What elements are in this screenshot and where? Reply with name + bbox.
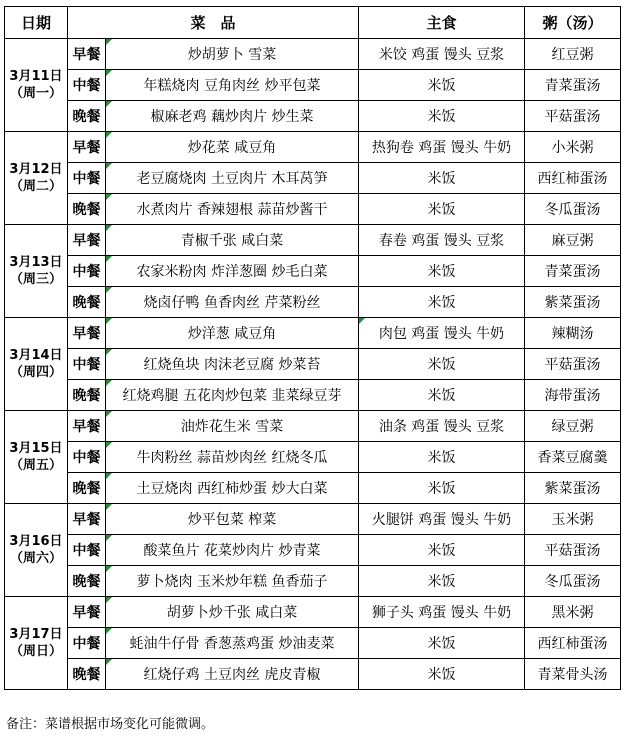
staple-cell: 米饭 [359,194,525,225]
soup-cell: 红豆粥 [525,39,621,70]
meal-row [5,504,621,535]
day-weekday: （周三） [9,272,62,287]
staple-cell: 狮子头 鸡蛋 馒头 牛奶 [359,597,525,628]
menu-table [4,6,621,690]
staple-cell: 米饭 [359,256,525,287]
meal-row [5,628,621,659]
soup-cell: 辣糊汤 [525,318,621,349]
meal-type: 早餐 [68,318,106,349]
dishes-cell: 蚝油牛仔骨 香葱蒸鸡蛋 炒油麦菜 [106,628,359,659]
staple-cell: 米饭 [359,380,525,411]
staple-cell: 米饭 [359,566,525,597]
day-date: 3月11日 [9,69,63,84]
meal-type: 中餐 [68,349,106,380]
staple-cell: 米饭 [359,70,525,101]
footnote: 备注：菜谱根据市场变化可能微调。 [6,717,215,732]
meal-type: 中餐 [68,163,106,194]
meal-row [5,194,621,225]
day-date: 3月16日 [9,534,63,549]
dishes-cell: 炒平包菜 榨菜 [106,504,359,535]
soup-cell: 小米粥 [525,132,621,163]
dishes-cell: 水煮肉片 香辣翅根 蒜苗炒酱干 [106,194,359,225]
day-cell [5,504,68,597]
staple-cell: 米饭 [359,628,525,659]
meal-row [5,163,621,194]
meal-row [5,566,621,597]
soup-cell: 麻豆粥 [525,225,621,256]
staple-cell: 米饭 [359,442,525,473]
dishes-cell: 烧卤仔鸭 鱼香肉丝 芹菜粉丝 [106,287,359,318]
day-date: 3月15日 [9,441,63,456]
meal-row [5,287,621,318]
meal-type: 早餐 [68,225,106,256]
staple-cell: 肉包 鸡蛋 馒头 牛奶 [359,318,525,349]
meal-row [5,659,621,690]
day-weekday: （周六） [9,551,62,566]
meal-type: 中餐 [68,628,106,659]
meal-row [5,535,621,566]
meal-row [5,70,621,101]
meal-row [5,442,621,473]
day-date: 3月17日 [9,627,63,642]
staple-cell: 米饺 鸡蛋 馒头 豆浆 [359,39,525,70]
staple-cell: 米饭 [359,101,525,132]
soup-cell: 青菜骨头汤 [525,659,621,690]
staple-cell: 米饭 [359,659,525,690]
dishes-cell: 萝卜烧肉 玉米炒年糕 鱼香茄子 [106,566,359,597]
staple-cell: 米饭 [359,349,525,380]
dishes-cell: 牛肉粉丝 蒜苗炒肉丝 红烧冬瓜 [106,442,359,473]
header-dishes: 菜 品 [68,7,359,39]
meal-type: 晚餐 [68,566,106,597]
staple-cell: 米饭 [359,163,525,194]
dishes-cell: 胡萝卜炒千张 咸白菜 [106,597,359,628]
dishes-cell: 酸菜鱼片 花菜炒肉片 炒青菜 [106,535,359,566]
soup-cell: 香菜豆腐羹 [525,442,621,473]
meal-type: 早餐 [68,597,106,628]
meal-row [5,411,621,442]
dishes-cell: 椒麻老鸡 藕炒肉片 炒生菜 [106,101,359,132]
meal-type: 中餐 [68,256,106,287]
dishes-cell: 土豆烧肉 西红柿炒蛋 炒大白菜 [106,473,359,504]
meal-type: 早餐 [68,132,106,163]
dishes-cell: 炒胡萝卜 雪菜 [106,39,359,70]
meal-row [5,256,621,287]
meal-type: 早餐 [68,504,106,535]
meal-type: 晚餐 [68,194,106,225]
soup-cell: 西红柿蛋汤 [525,163,621,194]
dishes-cell: 年糕烧肉 豆角肉丝 炒平包菜 [106,70,359,101]
soup-cell: 平菇蛋汤 [525,101,621,132]
soup-cell: 青菜蛋汤 [525,70,621,101]
dishes-cell: 农家米粉肉 炸洋葱圈 炒毛白菜 [106,256,359,287]
meal-type: 晚餐 [68,101,106,132]
day-weekday: （周四） [9,365,62,380]
staple-cell: 热狗卷 鸡蛋 馒头 牛奶 [359,132,525,163]
meal-type: 晚餐 [68,287,106,318]
header-row [5,7,621,39]
menu-body [5,39,621,690]
staple-cell: 米饭 [359,473,525,504]
dishes-cell: 油炸花生米 雪菜 [106,411,359,442]
meal-row [5,225,621,256]
day-cell [5,411,68,504]
day-weekday: （周日） [9,644,62,659]
meal-type: 早餐 [68,39,106,70]
meal-row [5,318,621,349]
day-date: 3月14日 [9,348,63,363]
dishes-cell: 炒洋葱 咸豆角 [106,318,359,349]
meal-type: 早餐 [68,411,106,442]
soup-cell: 玉米粥 [525,504,621,535]
meal-row [5,132,621,163]
meal-type: 晚餐 [68,380,106,411]
meal-type: 晚餐 [68,659,106,690]
dishes-cell: 红烧仔鸡 土豆肉丝 虎皮青椒 [106,659,359,690]
staple-cell: 火腿饼 鸡蛋 馒头 牛奶 [359,504,525,535]
staple-cell: 米饭 [359,287,525,318]
soup-cell: 平菇蛋汤 [525,349,621,380]
meal-row [5,101,621,132]
day-weekday: （周五） [9,458,62,473]
meal-row [5,349,621,380]
day-cell [5,225,68,318]
day-cell [5,132,68,225]
day-weekday: （周二） [9,179,62,194]
day-cell [5,39,68,132]
soup-cell: 西红柿蛋汤 [525,628,621,659]
soup-cell: 紫菜蛋汤 [525,287,621,318]
staple-cell: 米饭 [359,535,525,566]
dishes-cell: 青椒千张 咸白菜 [106,225,359,256]
day-date: 3月12日 [9,162,63,177]
meal-type: 中餐 [68,442,106,473]
meal-type: 中餐 [68,535,106,566]
dishes-cell: 红烧鸡腿 五花肉炒包菜 韭菜绿豆芽 [106,380,359,411]
meal-row [5,473,621,504]
day-weekday: （周一） [9,86,62,101]
meal-row [5,597,621,628]
dishes-cell: 老豆腐烧肉 土豆肉片 木耳莴笋 [106,163,359,194]
header-date: 日期 [5,7,68,39]
soup-cell: 平菇蛋汤 [525,535,621,566]
soup-cell: 紫菜蛋汤 [525,473,621,504]
staple-cell: 春卷 鸡蛋 馒头 豆浆 [359,225,525,256]
soup-cell: 冬瓜蛋汤 [525,194,621,225]
meal-row [5,39,621,70]
meal-type: 中餐 [68,70,106,101]
day-cell [5,318,68,411]
soup-cell: 冬瓜蛋汤 [525,566,621,597]
dishes-cell: 炒花菜 咸豆角 [106,132,359,163]
meal-row [5,380,621,411]
header-soup: 粥（汤） [525,7,621,39]
soup-cell: 黑米粥 [525,597,621,628]
day-date: 3月13日 [9,255,63,270]
staple-cell: 油条 鸡蛋 馒头 豆浆 [359,411,525,442]
meal-type: 晚餐 [68,473,106,504]
header-staple: 主食 [359,7,525,39]
soup-cell: 绿豆粥 [525,411,621,442]
soup-cell: 海带蛋汤 [525,380,621,411]
day-cell [5,597,68,690]
dishes-cell: 红烧鱼块 肉沫老豆腐 炒菜苔 [106,349,359,380]
soup-cell: 青菜蛋汤 [525,256,621,287]
